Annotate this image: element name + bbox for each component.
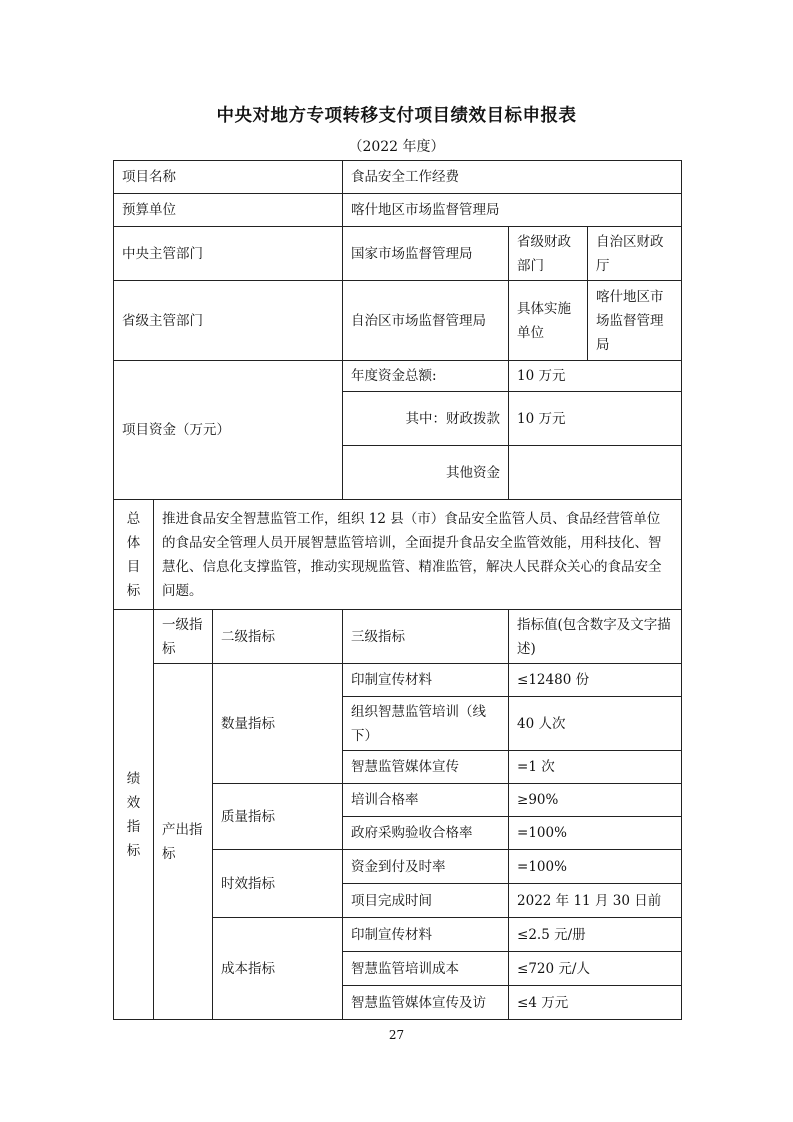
indicator-value: ≤2.5 元/册 xyxy=(509,918,682,952)
prov-dept-value: 自治区市场监督管理局 xyxy=(343,281,509,361)
overall-goal-text: 推进食品安全智慧监管工作，组织 12 县（市）食品安全监管人员、食品经营管单位的食品安全管理人员开展智慧监管培训，全面提升食品安全监管效能，用科技化、智慧化、信息化支撑监管，推动实现规监管、精准监管，解决人民群众关心的食品安全问题。 xyxy=(154,500,682,610)
indicator-name: 智慧监管媒体宣传及访 xyxy=(343,986,509,1020)
impl-unit-label: 具体实施单位 xyxy=(509,281,588,361)
row-project-name xyxy=(114,161,682,194)
funds-other-label: 其他资金 xyxy=(343,446,509,500)
level1-output: 产出指标 xyxy=(154,664,213,1020)
level2-timeliness: 时效指标 xyxy=(213,850,343,918)
header-level2: 二级指标 xyxy=(213,610,343,664)
indicator-name: 组织智慧监管培训（线下） xyxy=(343,697,509,751)
header-level1: 一级指标 xyxy=(154,610,213,664)
funds-total-label: 年度资金总额: xyxy=(343,361,509,392)
header-value: 指标值(包含数字及文字描述) xyxy=(509,610,682,664)
project-name-value: 食品安全工作经费 xyxy=(343,161,682,194)
row-budget-unit xyxy=(114,194,682,227)
funds-label: 项目资金（万元） xyxy=(114,361,343,500)
page-title: 中央对地方专项转移支付项目绩效目标申报表 xyxy=(216,106,577,126)
indicator-name: 印制宣传材料 xyxy=(343,664,509,697)
indicator-value: ≤4 万元 xyxy=(509,986,682,1020)
row-overall-goal xyxy=(114,500,682,610)
year-label: （2022 年度） xyxy=(348,139,445,155)
indicator-value: ≥90% xyxy=(509,784,682,817)
project-name-label: 项目名称 xyxy=(114,161,343,194)
central-dept-label: 中央主管部门 xyxy=(114,227,343,281)
funds-fiscal-value: 10 万元 xyxy=(509,392,682,446)
indicator-name: 智慧监管媒体宣传 xyxy=(343,751,509,784)
indicator-name: 智慧监管培训成本 xyxy=(343,952,509,986)
indicator-value: ≤720 元/人 xyxy=(509,952,682,986)
indicator-value: =100% xyxy=(509,850,682,884)
indicator-name: 资金到付及时率 xyxy=(343,850,509,884)
indicator-value: 40 人次 xyxy=(509,697,682,751)
prov-dept-label: 省级主管部门 xyxy=(114,281,343,361)
indicator-name: 项目完成时间 xyxy=(343,884,509,918)
indicator-value: =1 次 xyxy=(509,751,682,784)
indicator-value: 2022 年 11 月 30 日前 xyxy=(509,884,682,918)
funds-fiscal-label: 其中：财政拨款 xyxy=(343,392,509,446)
impl-unit-value: 喀什地区市场监督管理局 xyxy=(588,281,682,361)
performance-form-table xyxy=(113,160,682,1020)
header-level3: 三级指标 xyxy=(343,610,509,664)
indicator-name: 政府采购验收合格率 xyxy=(343,817,509,850)
row-indicator-header xyxy=(114,610,682,664)
level2-quantity: 数量指标 xyxy=(213,664,343,784)
indicator-name: 培训合格率 xyxy=(343,784,509,817)
funds-other-value xyxy=(509,446,682,500)
overall-goal-label: 总体目标 xyxy=(114,500,154,610)
row-funds-total xyxy=(114,361,682,392)
budget-unit-value: 喀什地区市场监督管理局 xyxy=(343,194,682,227)
level2-cost: 成本指标 xyxy=(213,918,343,1020)
budget-unit-label: 预算单位 xyxy=(114,194,343,227)
indicator-name: 印制宣传材料 xyxy=(343,918,509,952)
page-number: 27 xyxy=(388,1028,405,1042)
indicator-value: =100% xyxy=(509,817,682,850)
level2-quality: 质量指标 xyxy=(213,784,343,850)
prov-finance-label: 省级财政部门 xyxy=(509,227,588,281)
row-central-dept xyxy=(114,227,682,281)
table-row xyxy=(114,664,682,697)
central-dept-value: 国家市场监督管理局 xyxy=(343,227,509,281)
row-prov-dept xyxy=(114,281,682,361)
indicator-value: ≤12480 份 xyxy=(509,664,682,697)
funds-total-value: 10 万元 xyxy=(509,361,682,392)
performance-label: 绩效指标 xyxy=(114,610,154,1020)
prov-finance-value: 自治区财政厅 xyxy=(588,227,682,281)
